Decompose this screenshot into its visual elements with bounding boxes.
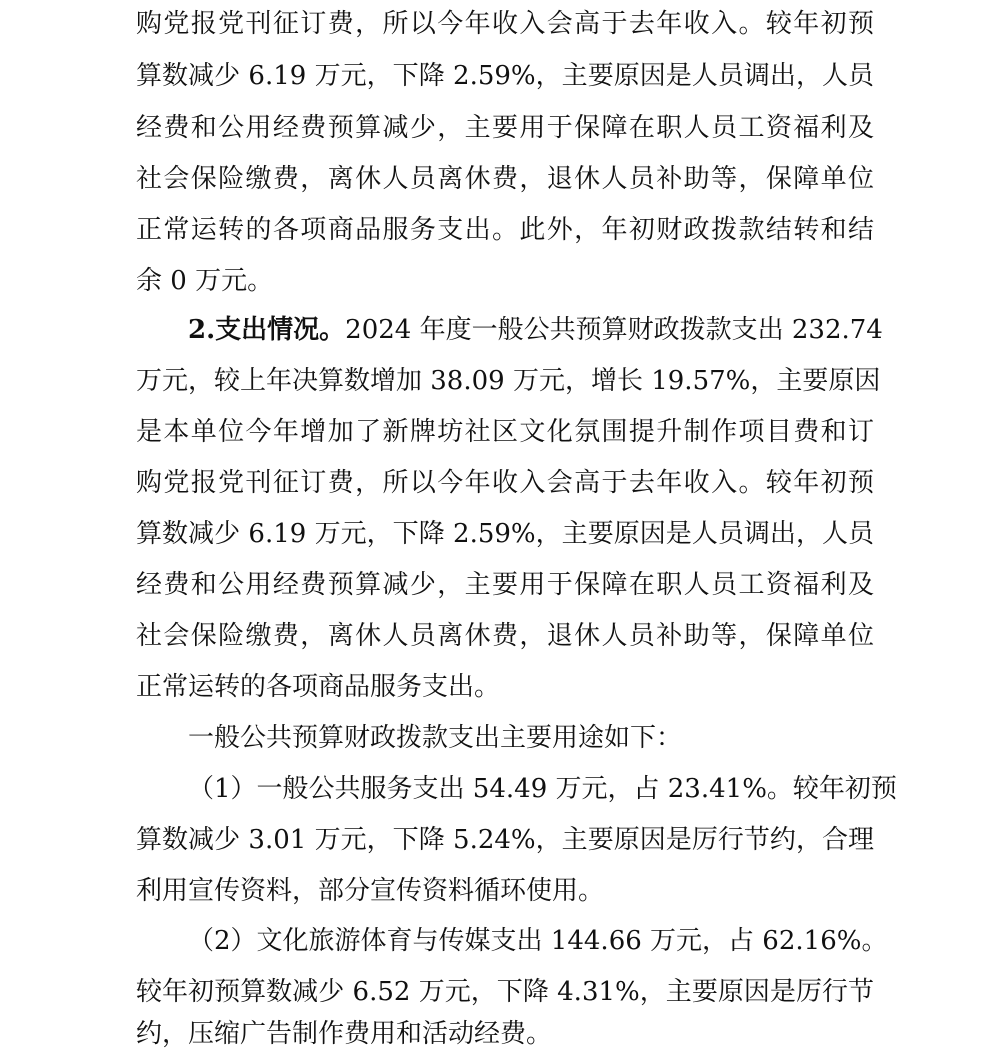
section-heading: 2.支出情况。 [188, 315, 346, 345]
line-text: 社会保险缴费，离休人员离休费，退休人员补助等，保障单位 [136, 164, 874, 194]
line-text: 万元，较上年决算数增加 38.09 万元，增长 19.57%，主要原因 [136, 366, 881, 396]
text-line [0, 565, 1000, 605]
line-text: 正常运转的各项商品服务支出。 [136, 672, 501, 702]
line-text: 购党报党刊征订费，所以今年收入会高于去年收入。较年初预 [136, 468, 874, 498]
section-line-text [188, 310, 883, 350]
text-line [0, 769, 1000, 809]
line-text: 经费和公用经费预算减少，主要用于保障在职人员工资福利及 [136, 570, 874, 600]
line-text: 余 0 万元。 [136, 266, 274, 296]
line-text: 算数减少 3.01 万元，下降 5.24%，主要原因是厉行节约，合理 [136, 825, 874, 855]
text-line [0, 56, 1000, 96]
line-text: 算数减少 6.19 万元，下降 2.59%，主要原因是人员调出，人员 [136, 519, 874, 549]
line-text: 购党报党刊征订费，所以今年收入会高于去年收入。较年初预 [136, 9, 874, 39]
text-line [0, 871, 1000, 911]
line-text: 2024 年度一般公共预算财政拨款支出 232.74 [345, 315, 883, 345]
line-text: 社会保险缴费，离休人员离休费，退休人员补助等，保障单位 [136, 621, 874, 651]
text-line [0, 972, 1000, 1012]
text-line [0, 108, 1000, 148]
text-line [0, 261, 1000, 301]
text-line [0, 4, 1000, 44]
line-text: 约，压缩广告制作费用和活动经费。 [136, 1019, 553, 1049]
line-text: 利用宣传资料，部分宣传资料循环使用。 [136, 876, 605, 906]
line-text: 正常运转的各项商品服务支出。此外，年初财政拨款结转和结 [136, 215, 874, 245]
line-text: 是本单位今年增加了新牌坊社区文化氛围提升制作项目费和订 [136, 417, 874, 447]
text-line [0, 616, 1000, 656]
text-line [0, 159, 1000, 199]
text-line [0, 820, 1000, 860]
text-line [0, 463, 1000, 503]
text-line [0, 667, 1000, 707]
text-line [0, 514, 1000, 554]
text-line [0, 361, 1000, 401]
line-text: 算数减少 6.19 万元，下降 2.59%，主要原因是人员调出，人员 [136, 61, 874, 91]
line-text: 较年初预算数减少 6.52 万元，下降 4.31%，主要原因是厉行节 [136, 977, 874, 1007]
text-line [0, 210, 1000, 250]
line-text: 经费和公用经费预算减少，主要用于保障在职人员工资福利及 [136, 113, 874, 143]
line-text: 一般公共预算财政拨款支出主要用途如下： [188, 723, 683, 753]
section-heading-line [0, 310, 1000, 350]
line-text: （2）文化旅游体育与传媒支出 144.66 万元，占 62.16%。 [188, 926, 888, 956]
text-line [0, 412, 1000, 452]
text-line [0, 1014, 1000, 1054]
text-line [0, 921, 1000, 961]
line-text: （1）一般公共服务支出 54.49 万元，占 23.41%。较年初预 [188, 774, 897, 804]
text-line [0, 718, 1000, 758]
